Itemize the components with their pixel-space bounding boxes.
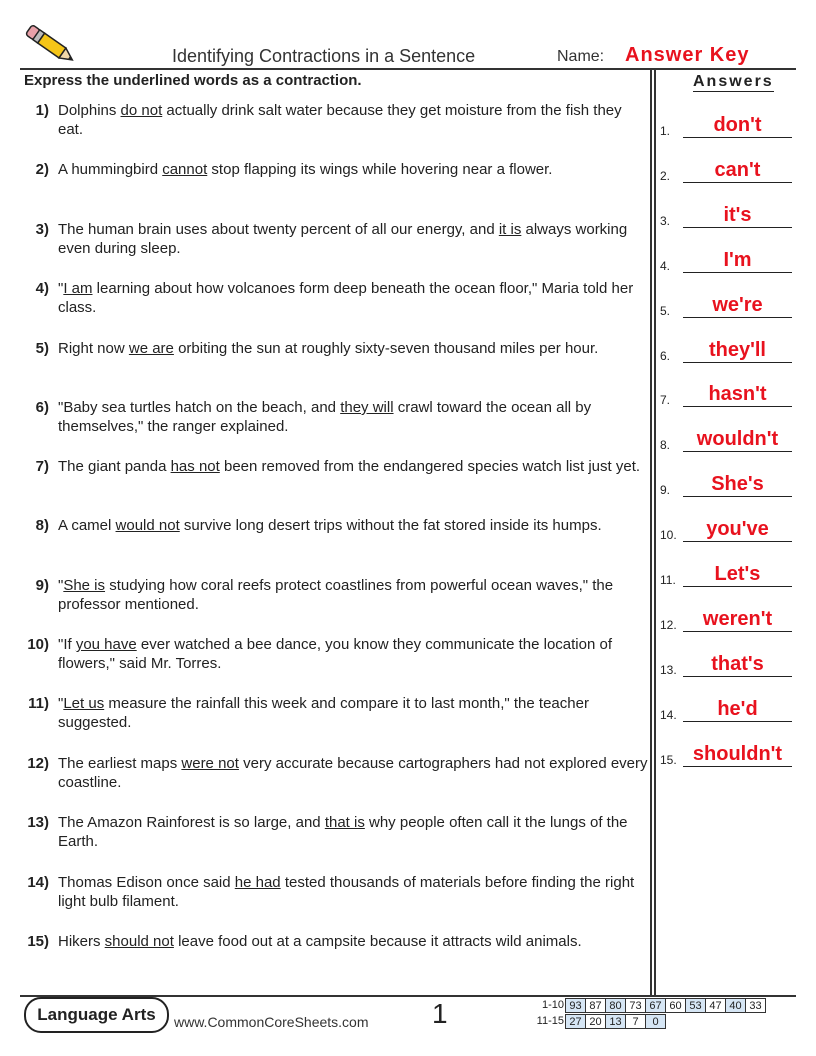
- answer-row: [660, 649, 792, 679]
- question-text-before: "Baby sea turtles hatch on the beach, and: [58, 399, 341, 416]
- question-text: [58, 101, 650, 139]
- question-text-before: Right now: [58, 340, 129, 357]
- question-number: 4): [35, 280, 49, 297]
- question-text-before: The giant panda: [58, 458, 171, 475]
- score-row-label: 11-15: [536, 1015, 564, 1027]
- score-row: [528, 1013, 766, 1029]
- answer-line: [683, 451, 792, 452]
- answer-row: [660, 559, 792, 589]
- score-row: [528, 997, 766, 1013]
- question-number: 3): [35, 221, 49, 238]
- worksheet-title: Identifying Contractions in a Sentence: [172, 46, 476, 66]
- score-cell: 0: [645, 1014, 666, 1029]
- question-text-after: stop flapping its wings while hovering near a flower.: [207, 161, 553, 178]
- question-text-before: ": [58, 577, 64, 594]
- answer-text: Let's: [714, 563, 761, 585]
- answer-row: [660, 155, 792, 185]
- underlined-words: we are: [128, 340, 174, 357]
- answer-line: [683, 272, 792, 273]
- question-text-after: actually drink salt water because they get moisture from the fish they eat.: [58, 102, 622, 138]
- answer-number: 1.: [660, 124, 671, 138]
- score-cell: 7: [625, 1014, 646, 1029]
- question-text-before: The Amazon Rainforest is so large, and: [58, 814, 325, 831]
- score-cell: 53: [685, 998, 706, 1013]
- question-text: [58, 635, 650, 673]
- question-text-after: always working even during sleep.: [58, 221, 628, 257]
- score-cell: 13: [605, 1014, 626, 1029]
- question-number: 2): [35, 161, 49, 178]
- question-text-after: very accurate because cartographers had not explored every coastline.: [58, 755, 648, 791]
- question-text-before: "If: [58, 636, 76, 653]
- answer-number: 12.: [660, 617, 677, 632]
- answer-row: [660, 469, 792, 499]
- name-label: Name:: [557, 48, 605, 65]
- question-number: 10): [27, 636, 49, 653]
- answer-line: [683, 586, 792, 587]
- underlined-words: you have: [75, 636, 137, 653]
- answer-line: [683, 317, 792, 318]
- top-divider: [20, 68, 796, 70]
- answer-row: [660, 739, 792, 769]
- question-text: [58, 873, 650, 911]
- question-number: 6): [35, 399, 49, 416]
- answer-number: 11.: [660, 573, 676, 587]
- question-text-before: A hummingbird: [58, 161, 163, 178]
- question-text-after: leave food out at a campsite because it attracts wild animals.: [173, 933, 582, 950]
- score-cell: 27: [565, 1014, 586, 1029]
- question-text-before: Dolphins: [58, 102, 121, 119]
- underlined-words: do not: [120, 102, 163, 119]
- question-text-before: ": [58, 695, 64, 712]
- answer-line: [683, 496, 792, 497]
- question-text: [58, 457, 650, 476]
- score-table: [528, 997, 766, 1029]
- score-cell: 80: [605, 998, 626, 1013]
- answer-text: I'm: [723, 248, 752, 271]
- question-text: [58, 754, 650, 792]
- question-text-after: survive long desert trips without the fat stored inside its humps.: [179, 517, 602, 534]
- question-number: 8): [35, 517, 49, 534]
- score-cell: 47: [705, 998, 726, 1013]
- answer-line: [683, 721, 792, 722]
- instructions: Express the underlined words as a contraction.: [24, 72, 362, 89]
- question-text-after: orbiting the sun at roughly sixty-seven thousand miles per hour.: [173, 340, 599, 357]
- answer-line: [683, 137, 792, 138]
- question-text-after: why people often call it the lungs of the Earth.: [58, 814, 628, 850]
- page-number: 1: [432, 998, 448, 1029]
- question-text-after: learning about how volcanoes form deep beneath the ocean floor," Maria told her class.: [58, 280, 634, 316]
- question-text: [58, 516, 650, 535]
- answer-text: you've: [706, 518, 769, 541]
- answer-row: [660, 514, 792, 544]
- column-divider-right: [654, 68, 656, 996]
- question-text-before: A camel: [58, 517, 116, 534]
- underlined-words: I am: [63, 280, 93, 297]
- question-text-after: measure the rainfall this week and compare it to last month," the teacher suggested.: [58, 695, 589, 731]
- answer-text: he'd: [717, 697, 758, 720]
- answer-text: She's: [711, 473, 764, 496]
- score-cell: 93: [565, 998, 586, 1013]
- answer-number: 13.: [660, 662, 677, 677]
- question-text: [58, 694, 650, 732]
- answer-row: [660, 379, 792, 409]
- question-number: 11): [28, 695, 49, 712]
- answer-text: we're: [712, 293, 763, 316]
- underlined-words: they will: [340, 399, 394, 416]
- answer-text: can't: [714, 158, 761, 181]
- answer-number: 8.: [660, 438, 671, 453]
- answer-row: [660, 604, 792, 634]
- question-text: [58, 339, 650, 358]
- score-row-label: 1-10: [541, 999, 564, 1011]
- answer-number: 3.: [660, 213, 671, 228]
- answer-text: it's: [723, 203, 752, 226]
- answer-number: 4.: [660, 258, 671, 273]
- score-cell: 87: [585, 998, 606, 1013]
- answer-line: [683, 766, 792, 767]
- question-number: 1): [35, 102, 49, 119]
- answer-line: [683, 631, 792, 632]
- question-number: 5): [35, 340, 49, 357]
- question-text: [58, 576, 650, 614]
- subject-badge: Language Arts: [24, 997, 169, 1033]
- score-cell: 20: [585, 1014, 606, 1029]
- answer-row: [660, 335, 792, 365]
- score-cell: 73: [625, 998, 646, 1013]
- answer-line: [683, 362, 792, 363]
- question-text-after: ever watched a bee dance, you know they communicate the location of flowers," said Mr. Torres.: [58, 636, 613, 672]
- underlined-words: would not: [115, 517, 180, 534]
- answer-text: wouldn't: [696, 428, 779, 451]
- question-text-before: ": [58, 280, 64, 297]
- answer-line: [683, 227, 792, 228]
- answer-row: [660, 694, 792, 724]
- question-text: [58, 160, 650, 179]
- answer-line: [683, 676, 792, 677]
- question-text: [58, 813, 650, 851]
- answer-number: 2.: [660, 168, 671, 183]
- question-number: 15): [27, 933, 49, 950]
- question-text: [58, 932, 650, 951]
- answer-number: 10.: [660, 528, 677, 543]
- underlined-words: it is: [498, 221, 522, 238]
- pencil-icon: [22, 22, 80, 68]
- underlined-words: he had: [234, 874, 281, 891]
- answer-line: [683, 182, 792, 183]
- question-number: 7): [35, 458, 49, 475]
- question-text: [58, 398, 650, 436]
- question-text-after: tested thousands of materials before finding the right light bulb filament.: [58, 874, 635, 910]
- underlined-words: Let us: [63, 695, 105, 712]
- answer-row: [660, 290, 792, 320]
- question-text: [58, 279, 650, 317]
- answer-text: weren't: [702, 607, 773, 630]
- answer-text: that's: [711, 652, 764, 675]
- answer-line: [683, 541, 792, 542]
- answer-text: hasn't: [708, 383, 767, 406]
- question-text-before: Thomas Edison once said: [58, 874, 235, 891]
- answer-text: they'll: [709, 338, 766, 361]
- score-cell: 60: [665, 998, 686, 1013]
- answer-number: 9.: [660, 483, 671, 498]
- answer-text: don't: [713, 114, 762, 136]
- underlined-words: that is: [324, 814, 365, 831]
- site-url: www.CommonCoreSheets.com: [174, 1014, 369, 1030]
- answer-line: [683, 406, 792, 407]
- answer-number: 5.: [660, 303, 671, 318]
- question-number: 9): [35, 577, 49, 594]
- answer-number: 6.: [660, 348, 671, 363]
- answer-text: shouldn't: [692, 742, 783, 765]
- question-text-before: The human brain uses about twenty percent of all our energy, and: [58, 221, 499, 238]
- underlined-words: She is: [63, 577, 106, 594]
- answers-heading: Answers: [693, 73, 774, 90]
- score-cell: 40: [725, 998, 746, 1013]
- question-text-before: The earliest maps: [58, 755, 182, 772]
- question-text: [58, 220, 650, 258]
- answer-key-label: Answer Key: [625, 44, 750, 66]
- question-number: 14): [27, 874, 49, 891]
- underlined-words: should not: [104, 933, 174, 950]
- question-text-after: studying how coral reefs protect coastlines from powerful ocean waves," the professor mentioned.: [58, 577, 614, 613]
- question-number: 13): [27, 814, 49, 831]
- answer-row: [660, 245, 792, 275]
- underlined-words: has not: [170, 458, 220, 475]
- column-divider-left: [650, 68, 652, 996]
- question-text-before: Hikers: [58, 933, 105, 950]
- answer-number: 7.: [660, 393, 671, 408]
- answer-number: 15.: [660, 752, 677, 767]
- answer-row: [660, 110, 792, 140]
- question-number: 12): [27, 755, 49, 772]
- score-cell: 67: [645, 998, 666, 1013]
- underlined-words: cannot: [162, 161, 208, 178]
- answer-number: 14.: [660, 707, 677, 722]
- answer-row: [660, 200, 792, 230]
- question-text-after: crawl toward the ocean all by themselves," the ranger explained.: [58, 399, 592, 435]
- score-cell: 33: [745, 998, 766, 1013]
- answer-row: [660, 424, 792, 454]
- question-text-after: been removed from the endangered species watch list just yet.: [219, 458, 641, 475]
- underlined-words: were not: [181, 755, 239, 772]
